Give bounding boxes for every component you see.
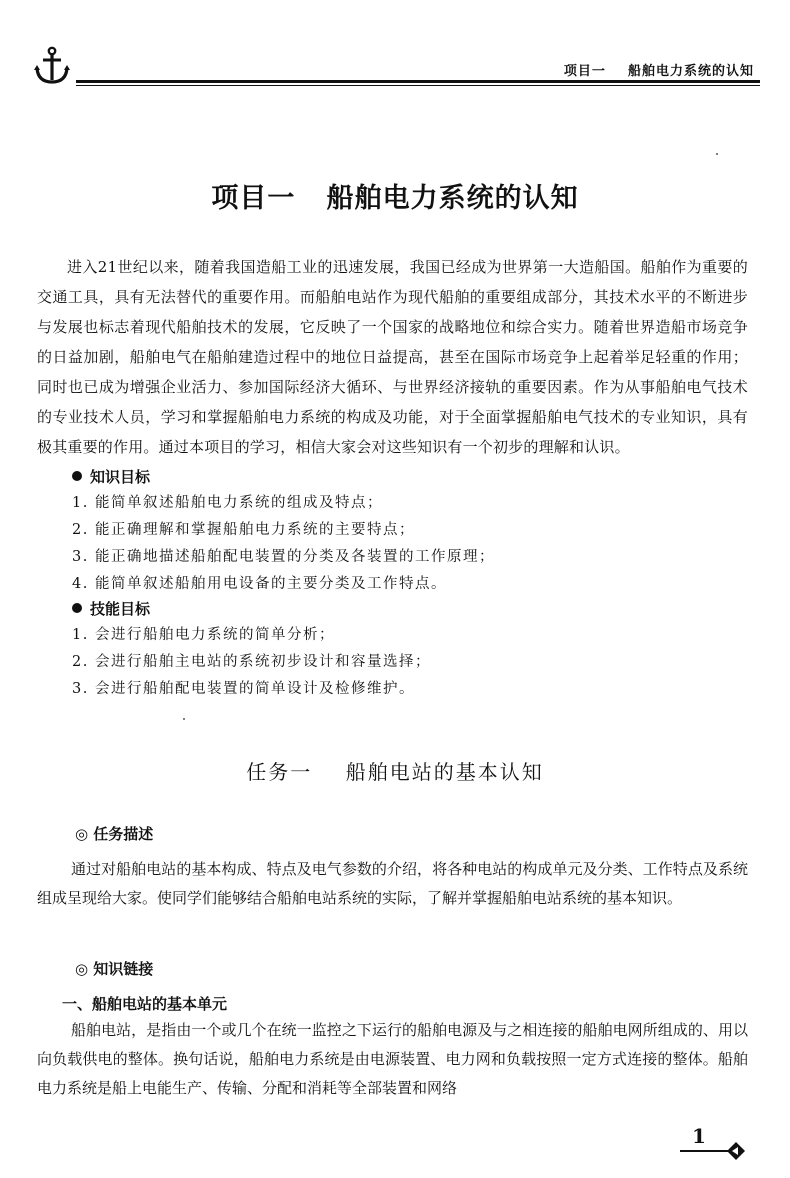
page-number: 1 (692, 1124, 706, 1148)
scan-speck (183, 718, 185, 720)
page-footer (672, 1124, 752, 1160)
bullet-icon (72, 603, 82, 613)
list-item: 1. 会进行船舶电力系统的简单分析； (72, 627, 335, 643)
running-header (30, 40, 760, 86)
footer-rule (680, 1150, 728, 1152)
section-heading: 一、船舶电站的基本单元 (62, 995, 228, 1013)
knowledge-link-heading: ◎ 知识链接 (75, 960, 154, 978)
list-item: 3. 会进行船舶配电装置的简单设计及检修维护。 (72, 681, 415, 697)
list-item: 4. 能简单叙述船舶用电设备的主要分类及工作特点。 (72, 576, 447, 592)
task-description-heading: ◎ 任务描述 (75, 825, 154, 843)
section-paragraph: 船舶电站，是指由一个或几个在统一监控之下运行的船舶电源及与之相连接的船舶电网所组成的、用以向负载供电的整体。换句话说，船舶电力系统是由电源装置、电力网和负载按照一定方式连接的整体。船舶电力系统是船上电能生产、传输、分配和消耗等全部装置和网络 (37, 1021, 748, 1097)
anchor-icon (32, 46, 72, 86)
task-title: 任务一 船舶电站的基本认知 (246, 760, 544, 784)
skill-goals-list (72, 622, 431, 703)
list-item: 1. 能简单叙述船舶电力系统的组成及特点； (72, 495, 383, 511)
diamond-arrow-icon (726, 1141, 746, 1161)
skill-goals-heading (72, 598, 150, 619)
knowledge-goals-heading (72, 466, 150, 487)
header-rule (76, 80, 760, 83)
intro-paragraph: 进入21世纪以来，随着我国造船工业的迅速发展，我国已经成为世界第一大造船国。船舶作为重要的交通工具，具有无法替代的重要作用。而船舶电站作为现代船舶的重要组成部分，其技术水平的不断进步与发展也标志着现代船舶技术的发展，它反映了一个国家的战略地位和综合实力。随着世界造船市场竞争的日益加剧，船舶电气在船舶建造过程中的地位日益提高，甚至在国际市场竞争上起着举足轻重的作用；同时也已成为增强企业活力、参加国际经济大循环、与世界经济接轨的重要因素。作为从事船舶电气技术的专业技术人员，学习和掌握船舶电力系统的构成及功能，对于全面掌握船舶电气技术的专业知识，具有极其重要的作用。通过本项目的学习，相信大家会对这些知识有一个初步的理解和认识。 (37, 258, 748, 456)
header-title: 项目一 船舶电力系统的认知 (563, 64, 754, 79)
scan-speck (716, 153, 718, 155)
knowledge-goals-list (72, 490, 495, 598)
knowledge-goals-heading-text: 知识目标 (90, 468, 151, 486)
task-description-paragraph: 通过对船舶电站的基本构成、特点及电气参数的介绍，将各种电站的构成单元及分类、工作特点及系统组成呈现给大家。使同学们能够结合船舶电站系统的实际，了解并掌握船舶电站系统的基本知识。 (37, 860, 748, 907)
list-item: 2. 能正确理解和掌握船舶电力系统的主要特点； (72, 522, 415, 538)
bullet-icon (72, 471, 82, 481)
page-title: 项目一 船舶电力系统的认知 (211, 183, 579, 214)
header-rule-thin (76, 85, 760, 86)
skill-goals-heading-text: 技能目标 (90, 600, 151, 618)
list-item: 2. 会进行船舶主电站的系统初步设计和容量选择； (72, 654, 431, 670)
list-item: 3. 能正确地描述船舶配电装置的分类及各装置的工作原理； (72, 549, 495, 565)
